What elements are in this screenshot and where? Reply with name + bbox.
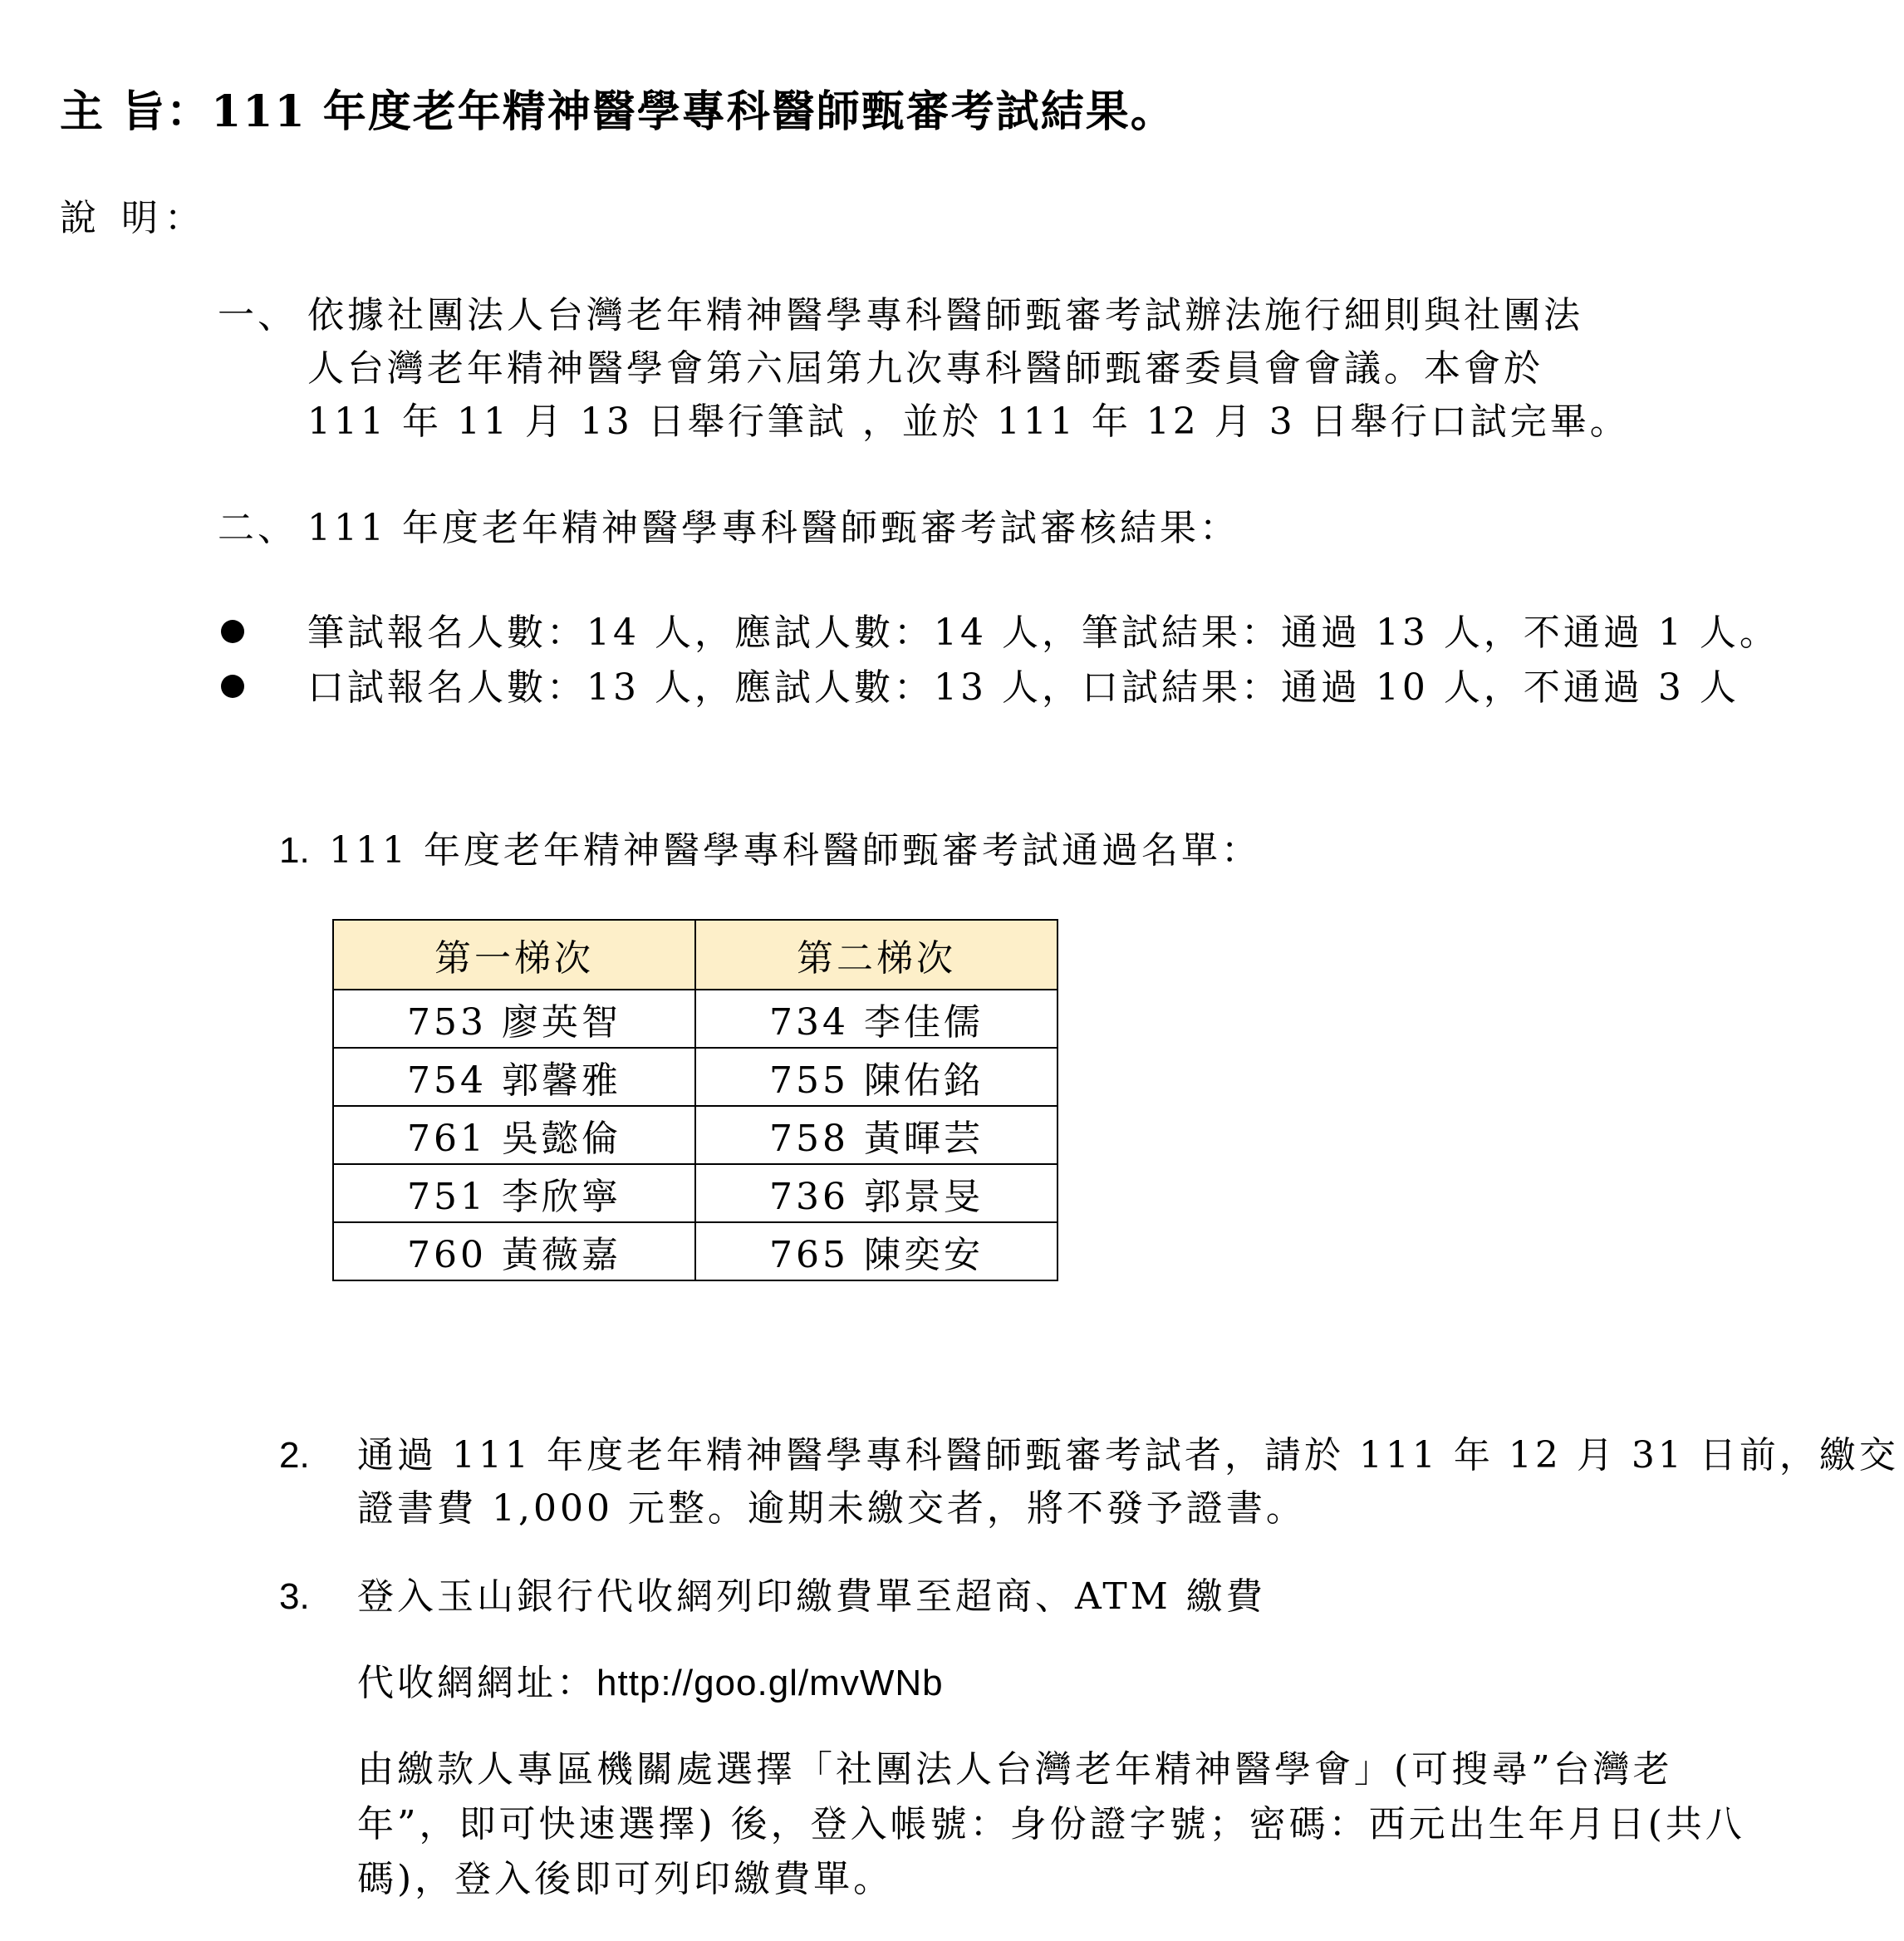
bullet-dot-icon bbox=[221, 675, 244, 698]
list3-marker: 3. bbox=[279, 1576, 310, 1617]
written-exam-summary: 筆試報名人數：14 人，應試人數：14 人，筆試結果：通過 13 人，不通過 1 人。 bbox=[307, 612, 1779, 654]
table-cell: 758 黃暉芸 bbox=[695, 1106, 1058, 1164]
subject-line: 主 旨：111 年度老年精神醫學專科醫師甄審考試結果。 bbox=[60, 86, 1175, 137]
list1-title: 111 年度老年精神醫學專科醫師甄審考試通過名單： bbox=[329, 829, 1261, 872]
table-cell: 755 陳佑銘 bbox=[695, 1048, 1058, 1106]
table-cell: 754 郭馨雅 bbox=[333, 1048, 695, 1106]
table-row bbox=[333, 990, 1058, 1048]
table-cell: 753 廖英智 bbox=[333, 990, 695, 1048]
instruction-line-2: 年”，即可快速選擇) 後，登入帳號：身份證字號；密碼：西元出生年月日(共八 bbox=[357, 1803, 1745, 1845]
section1-line-2: 人台灣老年精神醫學會第六屆第九次專科醫師甄審委員會會議。本會於 bbox=[307, 347, 1543, 390]
instruction-line-3: 碼)，登入後即可列印繳費單。 bbox=[357, 1858, 894, 1900]
url-row bbox=[357, 1657, 944, 1710]
list1-marker: 1. bbox=[279, 830, 310, 871]
section1-line-3: 111 年 11 月 13 日舉行筆試 ，並於 111 年 12 月 3 日舉行口試完畢。 bbox=[307, 400, 1630, 443]
table-header-cell: 第二梯次 bbox=[695, 920, 1058, 990]
table-cell: 761 吳懿倫 bbox=[333, 1106, 695, 1164]
table-cell: 734 李佳儒 bbox=[695, 990, 1058, 1048]
table-row bbox=[333, 1164, 1058, 1222]
instruction-line-1: 由繳款人專區機關處選擇「社團法人台灣老年精神醫學會」(可搜尋”台灣老 bbox=[357, 1748, 1673, 1791]
table-cell: 760 黃薇嘉 bbox=[333, 1222, 695, 1280]
oral-exam-summary: 口試報名人數：13 人，應試人數：13 人，口試結果：通過 10 人，不通過 3 人 bbox=[307, 666, 1740, 709]
table-row bbox=[333, 1048, 1058, 1106]
list2-line-1: 通過 111 年度老年精神醫學專科醫師甄審考試者，請於 111 年 12 月 31 日前，繳交 bbox=[357, 1434, 1899, 1477]
table-row bbox=[333, 1222, 1058, 1280]
table-cell: 751 李欣寧 bbox=[333, 1164, 695, 1222]
bullet-dot-icon bbox=[221, 620, 244, 643]
url-label: 代收網網址： bbox=[357, 1662, 596, 1704]
payment-site-link[interactable]: http://goo.gl/mvWNb bbox=[596, 1663, 944, 1703]
table-header-row bbox=[333, 920, 1058, 990]
list2-marker: 2. bbox=[279, 1435, 310, 1476]
table-header-cell: 第一梯次 bbox=[333, 920, 695, 990]
section1-line-1: 依據社團法人台灣老年精神醫學專科醫師甄審考試辦法施行細則與社團法 bbox=[307, 294, 1583, 337]
table-row bbox=[333, 1106, 1058, 1164]
list2-line-2: 證書費 1,000 元整。逾期未繳交者，將不發予證書。 bbox=[357, 1487, 1306, 1530]
list3-title: 登入玉山銀行代收網列印繳費單至超商、ATM 繳費 bbox=[357, 1575, 1266, 1618]
section2-marker: 二、 bbox=[218, 507, 297, 549]
section2-title: 111 年度老年精神醫學專科醫師甄審考試審核結果： bbox=[307, 507, 1239, 549]
section1-marker: 一、 bbox=[218, 294, 297, 337]
table-cell: 736 郭景旻 bbox=[695, 1164, 1058, 1222]
pass-list-table bbox=[332, 919, 1058, 1281]
explanation-label: 說 明： bbox=[60, 197, 208, 239]
table-cell: 765 陳奕安 bbox=[695, 1222, 1058, 1280]
